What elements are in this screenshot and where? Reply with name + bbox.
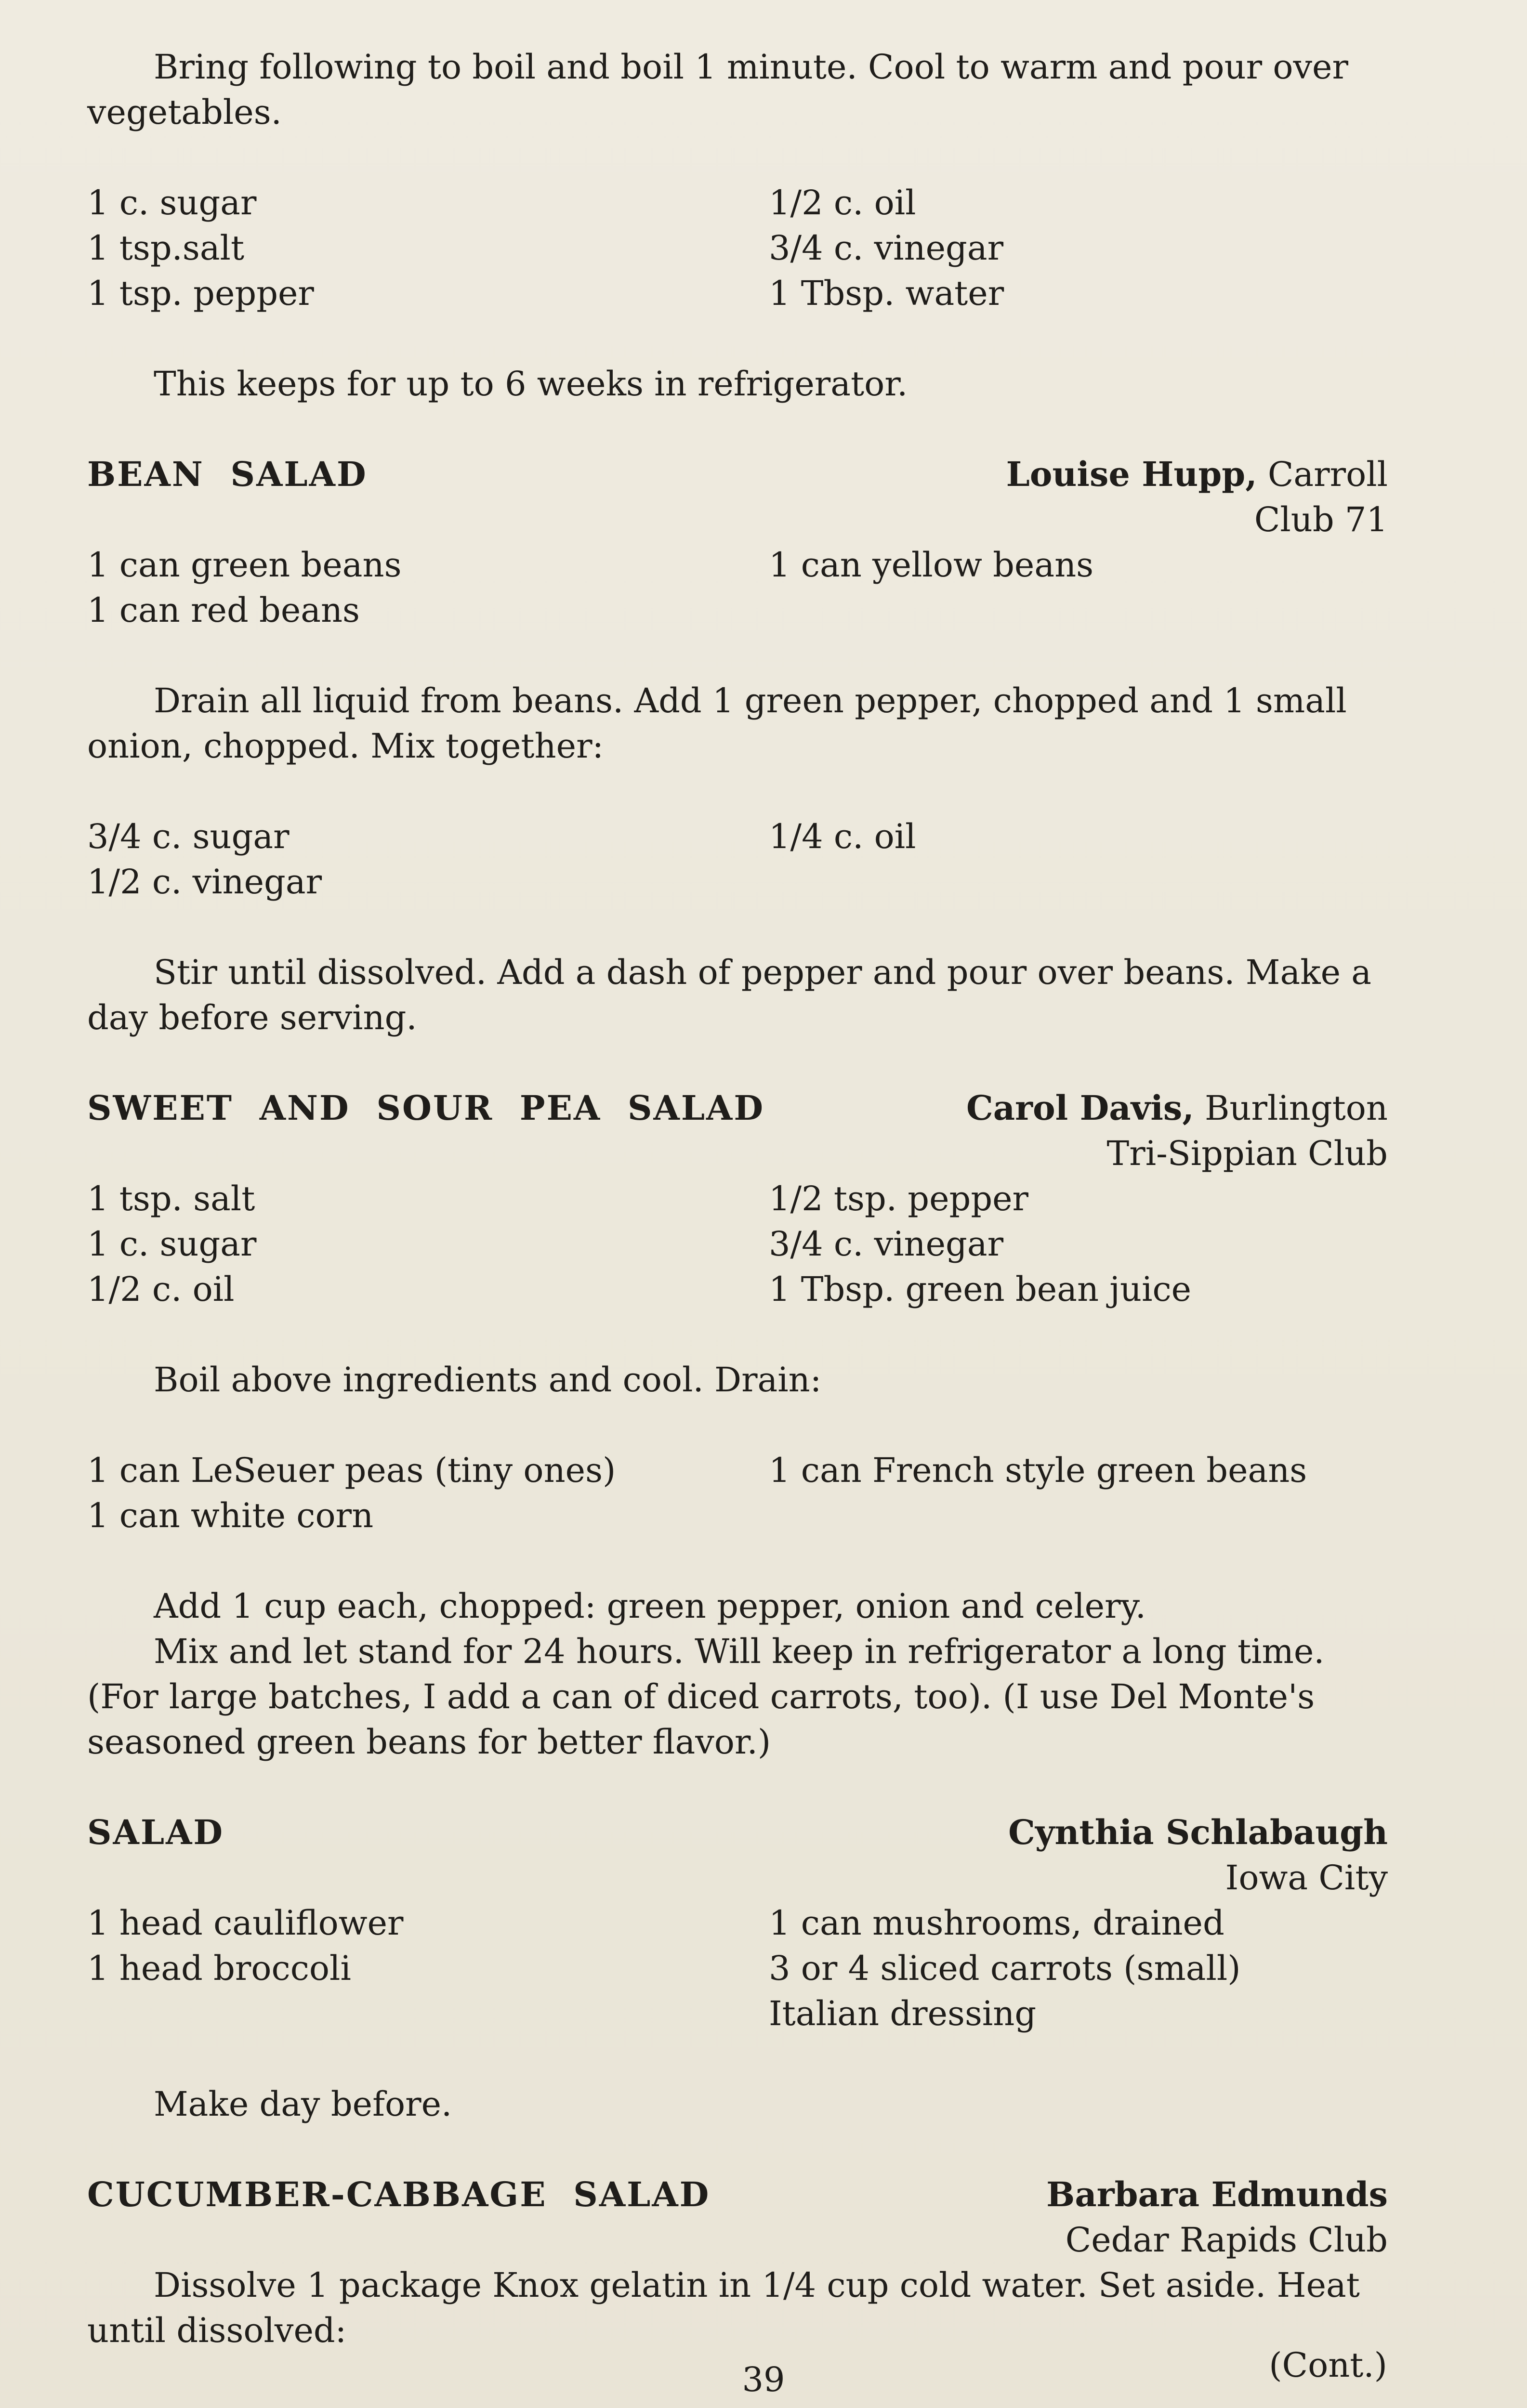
ingredient: 1/2 c. oil [87, 1269, 235, 1309]
author-name: Cynthia Schlabaugh [1008, 1812, 1388, 1852]
ingredient: 1 can red beans [87, 590, 360, 630]
recipe-step: Stir until dissolved. Add a dash of pepper and pour over beans. Make a day before serving. [87, 953, 1372, 1037]
ingredient: 1/2 tsp. pepper [769, 1179, 1029, 1218]
ingredient: 1 can white corn [87, 1496, 374, 1535]
club-name: Cedar Rapids Club [1065, 2220, 1388, 2260]
author-name: Carol Davis, [966, 1088, 1194, 1128]
ingredient: 1 can green beans [87, 545, 402, 585]
recipe-title: SWEET AND SOUR PEA SALAD [87, 1088, 765, 1128]
recipe-step: Boil above ingredients and cool. Drain: [154, 1360, 822, 1400]
ingredient: 1/2 c. oil [769, 183, 916, 222]
ingredient: 1/2 c. vinegar [87, 862, 322, 902]
intro-text: Bring following to boil and boil 1 minute. Cool to warm and pour over vegetables. [87, 47, 1348, 132]
ingredient: 1 head cauliflower [87, 1903, 404, 1943]
recipe-title: SALAD [87, 1812, 224, 1852]
recipe-header-cucumber-salad [87, 2172, 1388, 2263]
pea-drain-ingredients [87, 1448, 1388, 1538]
intro-note: This keeps for up to 6 weeks in refrigerator. [154, 364, 908, 404]
bean-mix-ingredients [87, 814, 1388, 904]
recipe-step: Drain all liquid from beans. Add 1 green pepper, chopped and 1 small onion, chopped. Mix together: [87, 681, 1347, 766]
recipe-title: BEAN SALAD [87, 454, 368, 494]
ingredient: 1 can mushrooms, drained [769, 1903, 1224, 1943]
club-name: Tri-Sippian Club [1106, 1134, 1388, 1173]
recipe-header-bean-salad [87, 452, 1388, 542]
ingredient: 1 c. sugar [87, 183, 257, 222]
recipe-header-salad [87, 1810, 1388, 1900]
bean-ingredients [87, 542, 1388, 633]
ingredient: 1 Tbsp. water [769, 274, 1004, 313]
salad-ingredients [87, 1900, 1388, 2036]
author-location: Carroll [1267, 455, 1388, 494]
page-number: 39 [742, 2360, 785, 2399]
ingredient: 1 can LeSeuer peas (tiny ones) [87, 1451, 616, 1490]
recipe-step: Make day before. [154, 2084, 452, 2124]
ingredient: 3/4 c. vinegar [769, 1224, 1004, 1264]
ingredient: 1 head broccoli [87, 1949, 351, 1988]
ingredient: 3/4 c. vinegar [769, 228, 1004, 268]
ingredient: 1 can yellow beans [769, 545, 1094, 585]
recipe-credit [1008, 1810, 1388, 1900]
ingredient: 3 or 4 sliced carrots (small) [769, 1949, 1241, 1988]
author-name: Louise Hupp, [1006, 454, 1257, 494]
recipe-credit [966, 1086, 1388, 1176]
pea-ingredients [87, 1176, 1388, 1312]
club-name: Club 71 [1254, 500, 1388, 539]
recipe-step: Dissolve 1 package Knox gelatin in 1/4 cup cold water. Set aside. Heat until dissolved: [87, 2265, 1360, 2350]
ingredient: 1 Tbsp. green bean juice [769, 1269, 1192, 1309]
continued-label: (Cont.) [1269, 2345, 1387, 2385]
ingredient: 1 tsp. pepper [87, 274, 314, 313]
author-location: Burlington [1204, 1088, 1388, 1128]
ingredient: 1 can French style green beans [769, 1451, 1307, 1490]
page-content [87, 44, 1388, 2353]
ingredient: 3/4 c. sugar [87, 817, 290, 856]
recipe-title: CUCUMBER-CABBAGE SALAD [87, 2174, 711, 2214]
author-name: Barbara Edmunds [1046, 2174, 1388, 2214]
ingredient: 1/4 c. oil [769, 817, 916, 856]
recipe-step: Add 1 cup each, chopped: green pepper, onion and celery. [154, 1586, 1146, 1626]
author-location: Iowa City [1225, 1858, 1388, 1898]
ingredient: 1 tsp.salt [87, 228, 245, 268]
recipe-step: Mix and let stand for 24 hours. Will keep in refrigerator a long time. (For large batches, I add a can of diced carrots, too). (I use Del Monte's seasoned green beans for better flavor.) [87, 1632, 1325, 1762]
intro-ingredients [87, 180, 1388, 316]
recipe-credit [1006, 452, 1388, 542]
recipe-credit [1046, 2172, 1388, 2263]
ingredient: Italian dressing [769, 1994, 1037, 2033]
ingredient: 1 tsp. salt [87, 1179, 255, 1218]
recipe-header-pea-salad [87, 1086, 1388, 1176]
ingredient: 1 c. sugar [87, 1224, 257, 1264]
